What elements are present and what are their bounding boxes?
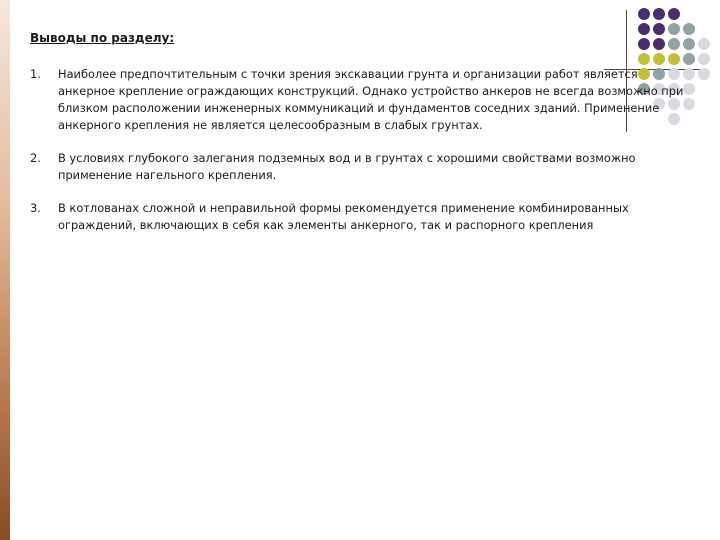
decor-dot [698, 53, 710, 65]
item-number: 1. [30, 67, 41, 81]
conclusion-item-3 [30, 200, 670, 234]
decor-dot [668, 8, 680, 20]
decor-dot [668, 23, 680, 35]
item-text: Наиболее предпочтительным с точки зрения экскавации грунта и организации работ является анкерное крепление ограждающих конструкций. Однако устройство анкеров не всегда возможно при близком расположении инженерных коммуникаций и фундаментов соседних зданий. Применение анкерного крепления не является целесообразным в слабых грунтах. [58, 67, 684, 132]
item-number: 2. [30, 151, 41, 165]
decor-dot [638, 23, 650, 35]
decor-dot [653, 38, 665, 50]
decor-dot [683, 53, 695, 65]
decor-dot [638, 53, 650, 65]
decor-dot [683, 23, 695, 35]
decor-dot [653, 8, 665, 20]
decor-dot [638, 8, 650, 20]
decor-dot [698, 38, 710, 50]
conclusion-item-1 [30, 66, 684, 134]
item-number: 3. [30, 201, 41, 215]
decor-dot [638, 38, 650, 50]
item-text: В условиях глубокого залегания подземных вод и в грунтах с хорошими свойствами возможно применение нагельного крепления. [58, 151, 636, 182]
section-heading: Выводы по разделу: [30, 31, 175, 45]
decor-dot [653, 53, 665, 65]
conclusion-item-2 [30, 150, 670, 184]
decor-dot [668, 53, 680, 65]
decor-dot [683, 38, 695, 50]
decor-dot [653, 23, 665, 35]
item-text: В котлованах сложной и неправильной формы рекомендуется применение комбинированных ограждений, включающих в себя как элементы анкерного, так и распорного крепления [58, 201, 629, 232]
decor-dot [668, 38, 680, 50]
decor-dot [698, 68, 710, 80]
left-accent-bar [0, 0, 10, 540]
